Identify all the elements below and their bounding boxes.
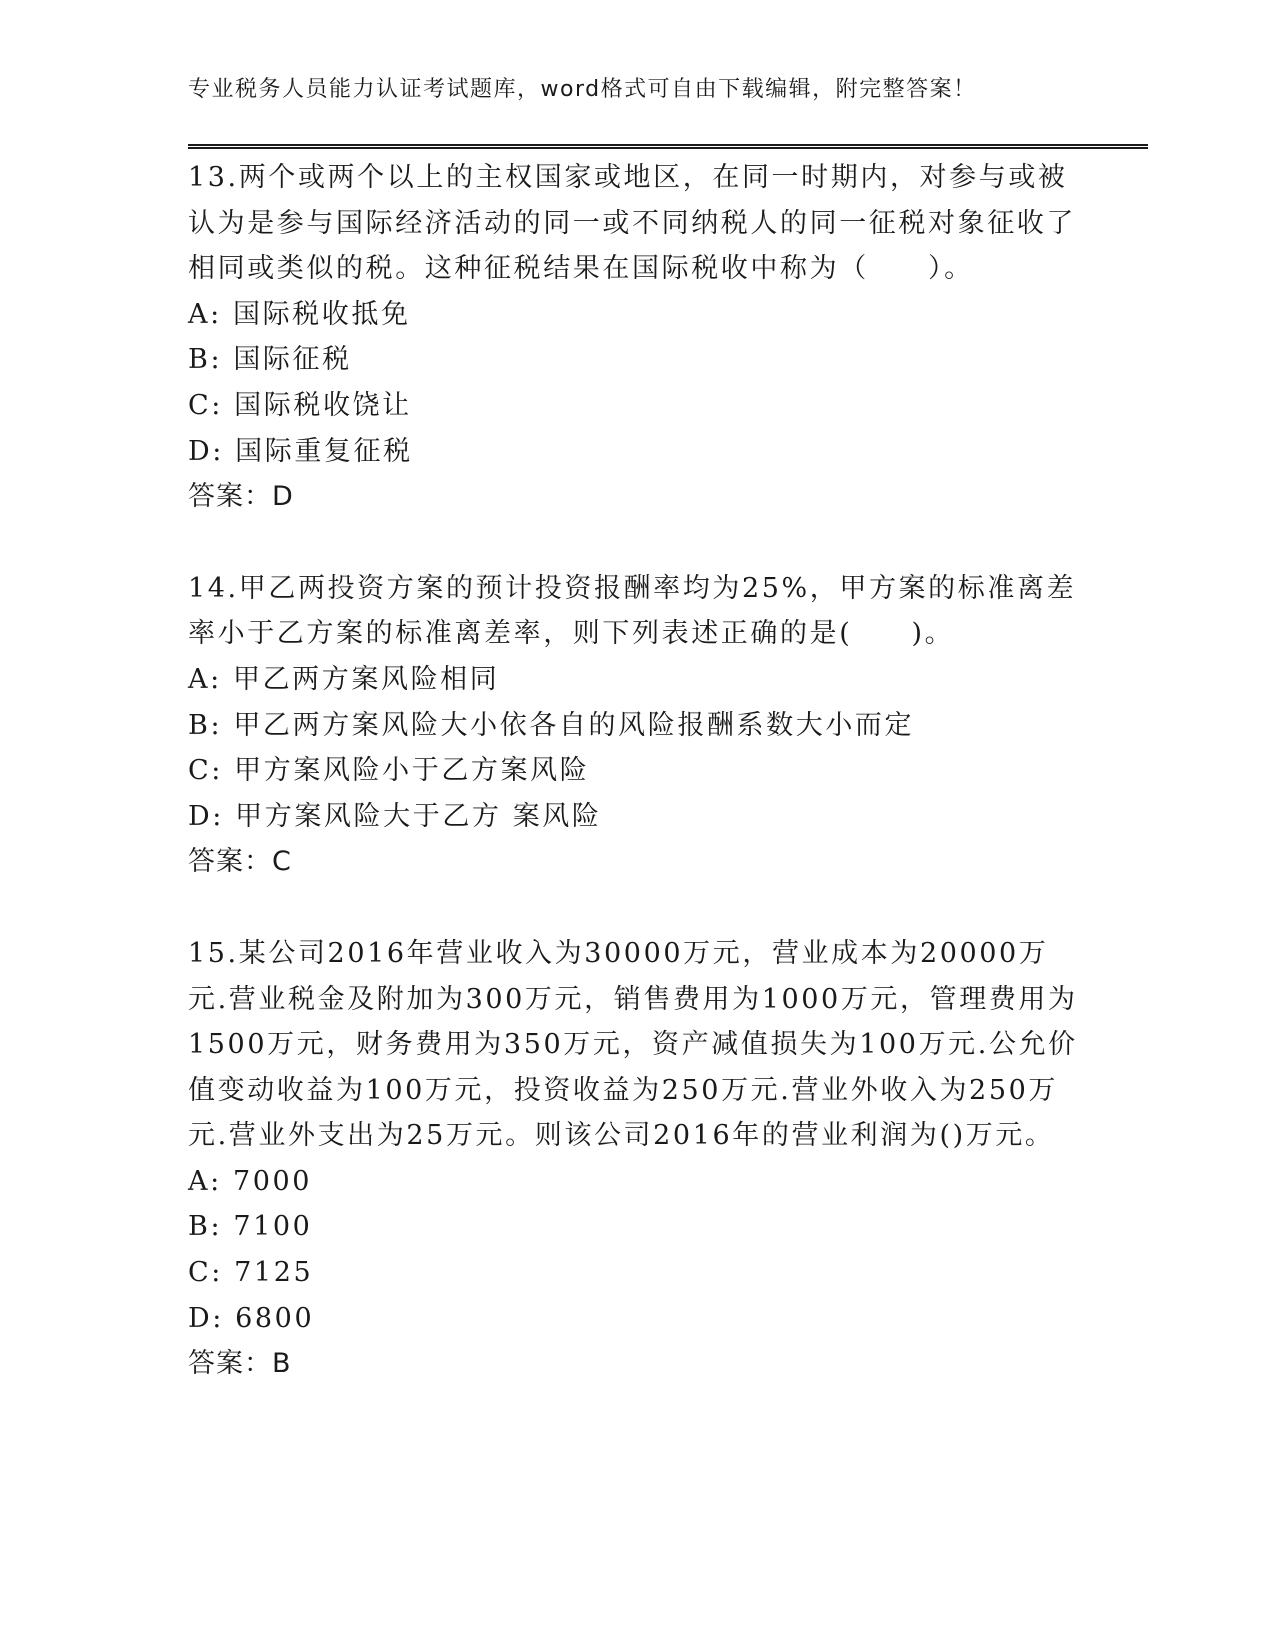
option-d: D: 国际重复征税 xyxy=(188,435,413,467)
question-list xyxy=(188,155,1088,1433)
question-13 xyxy=(188,155,1088,520)
option-a: A: 甲乙两方案风险相同 xyxy=(188,663,500,695)
option-c: C: 甲方案风险小于乙方案风险 xyxy=(188,755,590,787)
answer: 答案：D xyxy=(188,481,294,513)
option-c: C: 国际税收饶让 xyxy=(188,389,412,421)
option-b: B: 甲乙两方案风险大小依各自的风险报酬系数大小而定 xyxy=(188,709,915,741)
option-b: B: 7100 xyxy=(188,1211,313,1243)
option-d: D: 6800 xyxy=(188,1302,315,1334)
option-c: C: 7125 xyxy=(188,1257,314,1289)
question-text: 14.甲乙两投资方案的预计投资报酬率均为25%，甲方案的标准离差率小于乙方案的标准离差率，则下列表述正确的是( )。 xyxy=(188,572,1077,650)
option-a: A: 国际税收抵免 xyxy=(188,298,411,330)
question-14 xyxy=(188,566,1088,885)
answer: 答案：C xyxy=(188,846,292,878)
option-d: D: 甲方案风险大于乙方 案风险 xyxy=(188,800,602,832)
question-15 xyxy=(188,931,1088,1387)
page-header: 专业税务人员能力认证考试题库，word格式可自由下载编辑，附完整答案！ xyxy=(188,77,977,102)
header-rule xyxy=(188,144,1148,149)
option-b: B: 国际征税 xyxy=(188,344,352,376)
answer: 答案：B xyxy=(188,1348,292,1380)
question-text: 13.两个或两个以上的主权国家或地区，在同一时期内，对参与或被认为是参与国际经济活动的同一或不同纳税人的同一征税对象征收了相同或类似的税。这种征税结果在国际税收中称为（ ）。 xyxy=(188,162,1076,285)
question-text: 15.某公司2016年营业收入为30000万元，营业成本为20000万元.营业税金及附加为300万元，销售费用为1000万元，管理费用为1500万元，财务费用为350万元，资产减值损失为100万元.公允价值变动收益为100万元，投资收益为250万元.营业外收入为250万元.营业外支出为25万元。则该公司2016年的营业利润为()万元。 xyxy=(188,937,1078,1152)
option-a: A: 7000 xyxy=(188,1165,313,1197)
